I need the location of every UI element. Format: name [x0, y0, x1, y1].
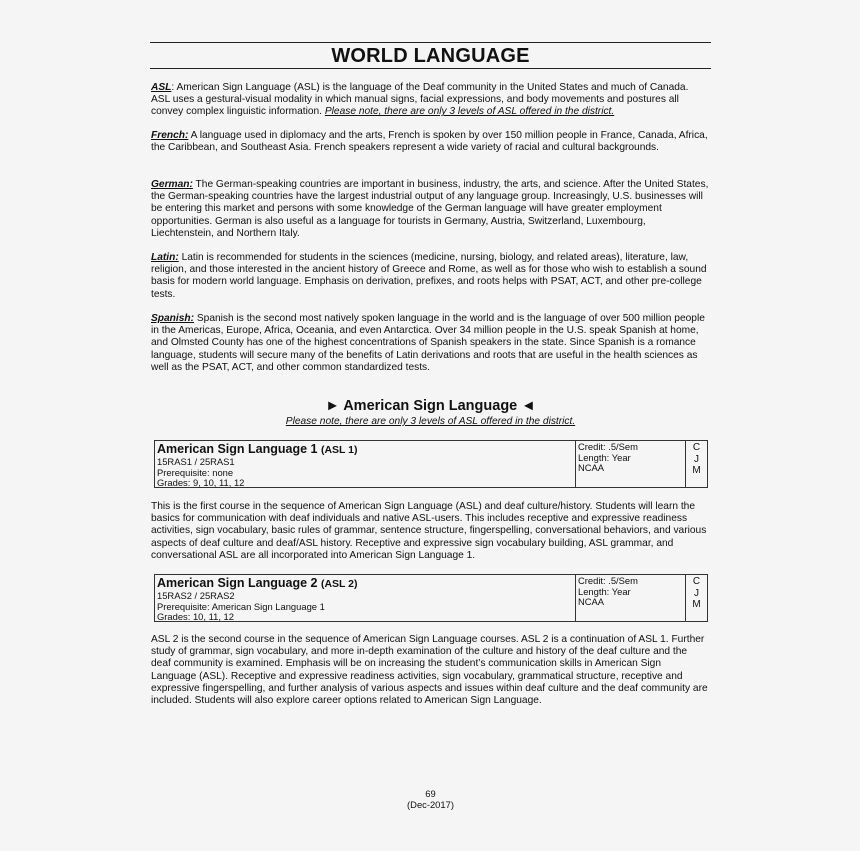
- course-meta: [576, 441, 686, 487]
- section-note: Please note, there are only 3 levels of ASL offered in the district.: [285, 416, 576, 427]
- french-paragraph: [151, 130, 709, 154]
- course-description-asl1: This is the first course in the sequence of American Sign Language (ASL) and deaf culture/history. Students will learn the basics for communication with deaf individuals and native ASL-users. This includes receptive and expressive readiness activities, sign vocabulary, basic rules of grammar, sentence structure, fingerspelling, conversational behaviors, and various aspects of deaf culture and deaf/ASL history. Receptive and expressive sign vocabulary building, ASL grammar, and conversational ASL are all incorporated into American Sign Language 1.: [151, 501, 707, 561]
- course-name: American Sign Language 1: [157, 442, 318, 456]
- course-prerequisite: Prerequisite: American Sign Language 1: [157, 600, 325, 612]
- course-code: (ASL 1): [320, 444, 358, 456]
- asl-text: : American Sign Language (ASL) is the language of the Deaf community in the United States and much of Canada. ASL uses a gestural-visual modality in which manual signs, facial expressions, and body movements and postures all convey complex linguistic information.: [151, 82, 689, 118]
- german-term: German:: [151, 179, 193, 190]
- course-credit: Credit: .5/Sem: [578, 575, 638, 586]
- asl-note: Please note, there are only 3 levels of ASL offered in the district.: [324, 106, 615, 118]
- title-rule: [150, 68, 711, 69]
- german-text: The German-speaking countries are important in business, industry, the arts, and science. After the United States, the German-speaking countries have the largest industrial output of any language group. Increasingly, U.S. businesses will be entering this market and persons with some knowledge of the German language will have greater employment opportunities. German is also useful as a language for tourists in Germany, Austria, Switzerland, Luxembourg, Liechtenstein, and Northern Italy.: [151, 179, 709, 239]
- spanish-term: Spanish:: [151, 313, 195, 324]
- top-rule: [150, 42, 711, 43]
- school-code: M: [692, 599, 701, 610]
- spanish-paragraph: [151, 313, 709, 374]
- course-numbers: 15RAS2 / 25RAS2: [157, 590, 235, 601]
- french-text: A language used in diplomacy and the arts, French is spoken by over 150 million people in France, Canada, Africa, the Caribbean, and Southeast Asia. French speakers represent a wide variety of racial and cultural backgrounds.: [151, 130, 708, 154]
- page-number: 69: [425, 788, 436, 799]
- spanish-text: Spanish is the second most natively spoken language in the world and is the language of over 500 million people in the Americas, Europe, Africa, Oceania, and even Antarctica. Over 34 million people in the U.S. speak Spanish at home, and Olmsted County has one of the highest concentrations of Spanish speakers in the state. Since Spanish is a romance language, students will secure many of the benefits of Latin derivations and roots that are useful in the health sciences as well as the PSAT, ACT, and other common standardized tests.: [151, 313, 705, 373]
- school-code: C: [692, 442, 701, 453]
- course-name: American Sign Language 2: [157, 576, 318, 590]
- course-ncaa: NCAA: [578, 462, 605, 474]
- course-info: [155, 441, 576, 487]
- course-meta: [576, 575, 686, 621]
- course-schools: [686, 441, 707, 487]
- course-code: (ASL 2): [320, 578, 358, 590]
- course-grades: Grades: 10, 11, 12: [157, 611, 234, 623]
- asl-term: ASL: [151, 82, 172, 93]
- french-term: French:: [151, 130, 189, 141]
- course-grades: Grades: 9, 10, 11, 12: [157, 477, 245, 489]
- page-title: WORLD LANGUAGE: [331, 45, 530, 67]
- course-title: [157, 442, 573, 457]
- school-code: M: [692, 465, 701, 476]
- course-box-asl1: [154, 440, 708, 488]
- school-code: J: [694, 453, 699, 465]
- school-code: C: [692, 576, 701, 587]
- course-length: Length: Year: [578, 451, 631, 463]
- course-credit: Credit: .5/Sem: [578, 441, 638, 452]
- course-numbers: 15RAS1 / 25RAS1: [157, 456, 235, 467]
- latin-paragraph: [151, 252, 709, 301]
- school-code: J: [694, 587, 699, 599]
- course-box-asl2: [154, 574, 708, 622]
- german-paragraph: [151, 179, 709, 240]
- section-heading: ► American Sign Language ◄: [325, 398, 536, 414]
- course-prerequisite: Prerequisite: none: [157, 466, 234, 478]
- course-info: [155, 575, 576, 621]
- course-title: [157, 576, 573, 591]
- course-schools: [686, 575, 707, 621]
- latin-text: Latin is recommended for students in the sciences (medicine, nursing, biology, and related areas), literature, law, religion, and those interested in the ancient history of Greece and Rome, as well as for those who wish to establish a sound basis for modern world language. Emphasis on derivation, prefixes, and roots helps with PSAT, ACT, and other pre-college tests.: [151, 252, 707, 300]
- latin-term: Latin:: [151, 252, 179, 263]
- course-description-asl2: ASL 2 is the second course in the sequence of American Sign Language courses. ASL 2 is a continuation of ASL 1. Further study of grammar, sign vocabulary, and more in-depth examination of the culture and history of the deaf culture and the deaf community is examined. Emphasis will be on increasing the student’s communication skills in American Sign Language (ASL). Receptive and expressive readiness activities, sign vocabulary, grammatical structure, receptive and expressive fingerspelling, and further analysis of various aspects and issues within deaf culture and the deaf community are included. Students will also explore career options related to American Sign Language.: [151, 634, 708, 707]
- course-ncaa: NCAA: [578, 596, 605, 608]
- asl-paragraph: [151, 82, 709, 119]
- footer-date: (Dec-2017): [407, 799, 454, 810]
- course-length: Length: Year: [578, 585, 631, 597]
